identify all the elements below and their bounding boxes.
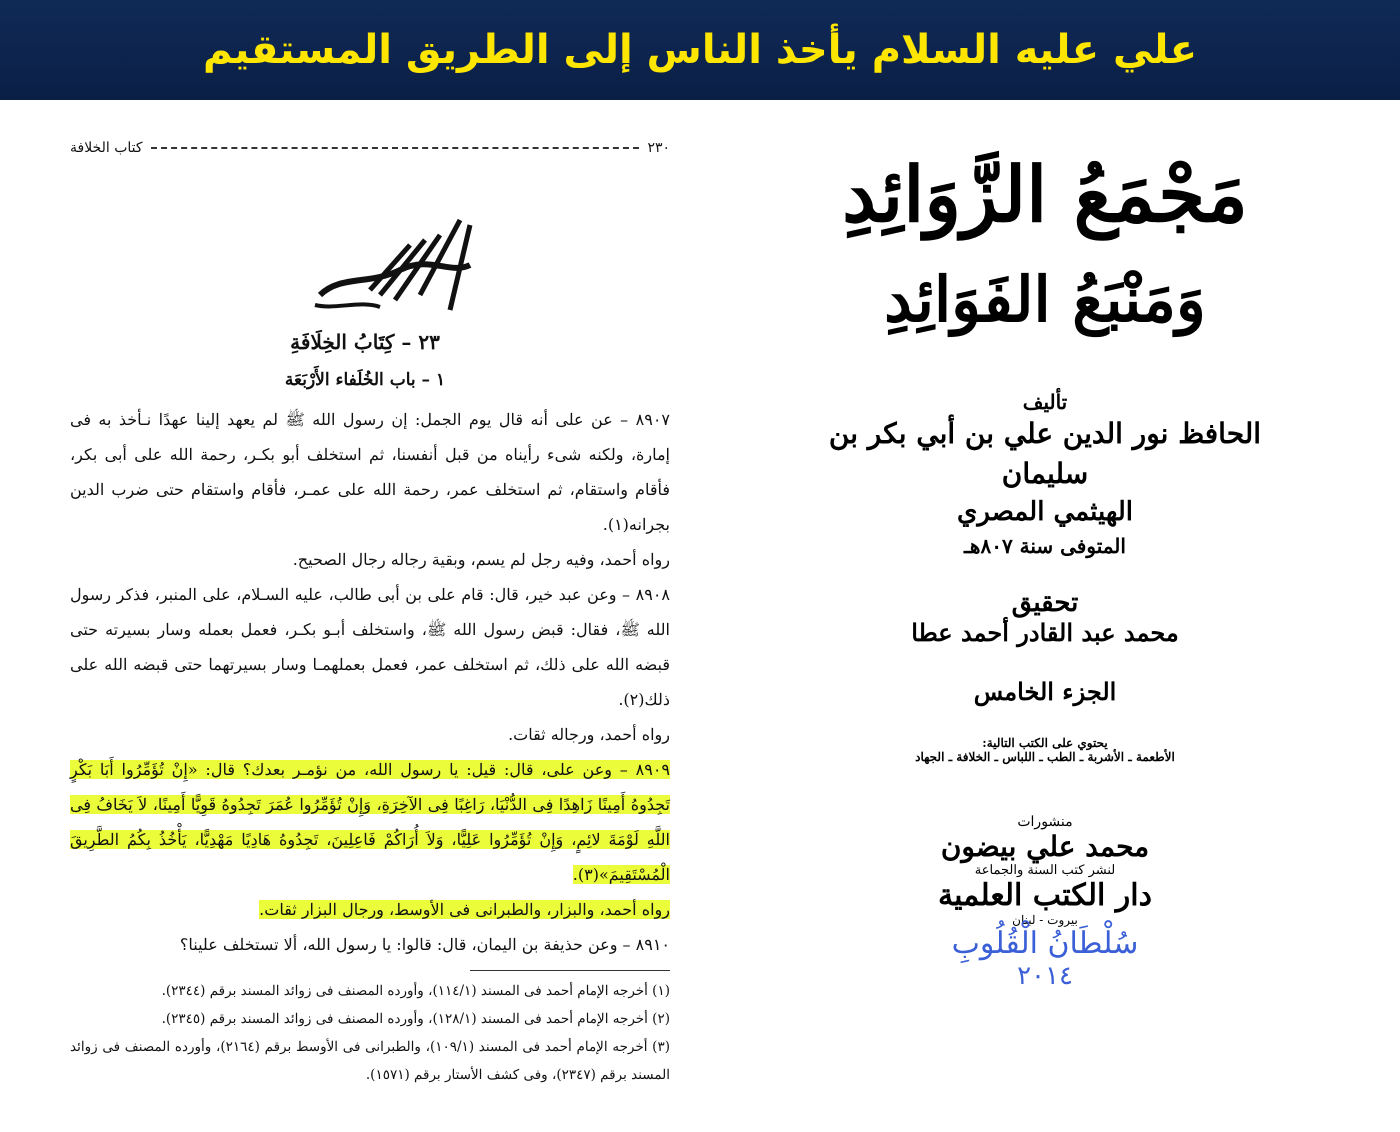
- author-line-2: الهيثمي المصري: [957, 497, 1133, 527]
- publisher-house: دار الكتب العلمية: [938, 878, 1152, 913]
- hadith-8909-highlighted: [70, 752, 670, 892]
- running-head-title: كتاب الخلافة: [70, 140, 143, 156]
- volume-label: الجزء الخامس: [973, 677, 1117, 706]
- owner-stamp: سُلْطَانُ الْقُلُوبِ: [951, 926, 1139, 961]
- footnote-divider: [470, 970, 670, 971]
- page-body: [70, 402, 670, 1089]
- title-page: [810, 110, 1280, 1120]
- left-page: [60, 130, 670, 1120]
- footnote-3: (٣) أخرجه الإمام أحمد فى المسند (١٠٩/١)، والطبرانى فى الأوسط برقم (٢١٦٤)، وأورده المصنف فى زوائد المسند برقم (٢٣٤٧)، وفى كشف الأستار برقم (١٥٧١).: [70, 1039, 670, 1083]
- publisher-city: بيروت - لبنان: [1012, 913, 1078, 927]
- header-banner: [0, 0, 1400, 100]
- author-line-1: الحافظ نور الدين علي بن أبي بكر بن سليمان: [828, 417, 1262, 490]
- editor-name: محمد عبد القادر أحمد عطا: [911, 618, 1179, 647]
- banner-title: علي عليه السلام يأخذ الناس إلى الطريق المستقيم: [202, 27, 1198, 73]
- narration-8908: رواه أحمد، ورجاله ثقات.: [508, 725, 670, 744]
- highlight-narration-text: رواه أحمد، والبزار، والطبرانى فى الأوسط، ورجال البزار ثقات.: [259, 900, 670, 919]
- verification-label: تحقيق: [1011, 588, 1079, 618]
- authorship-label: تأليف: [1022, 390, 1068, 414]
- narration-8907: رواه أحمد، وفيه رجل لم يسم، وبقية رجاله رجال الصحيح.: [292, 550, 670, 569]
- publisher-label: منشورات: [1017, 814, 1073, 830]
- book-heading: ٢٣ – كِتَابُ الخِلَافَةِ: [290, 330, 440, 354]
- chapter-heading: ١ – باب الخُلَفاء الأَرْبَعَة: [284, 370, 446, 390]
- header-divider: [151, 147, 640, 149]
- publisher-tagline: لنشر كتب السنة والجماعة: [974, 863, 1116, 878]
- footnote-2: (٢) أخرجه الإمام أحمد فى المسند (١٢٨/١)، وأورده المصنف فى زوائد المسند برقم (٢٣٤٥).: [161, 1011, 670, 1027]
- contents-list: الأطعمة ـ الأشربة ـ الطب ـ اللباس ـ الخلافة ـ الجهاد: [915, 750, 1175, 764]
- highlight-hadith-text: ٨٩٠٩ – وعن على، قال: قيل: يا رسول الله، من نؤمـر بعدك؟ قال: «إِنْ تُؤَمِّرُوا أَبَا بَكْرٍ تَجِدُوهُ أَمِينًا زَاهِدًا فِى الدُّنْيَا، رَاغِبًا فِى الآخِرَةِ، وَإِنْ تُؤَمِّرُوا عُمَرَ تَجِدُوهُ قَوِيًّا أَمِينًا، لاَ يَخَافُ فِى اللَّهِ لَوْمَةَ لائِمٍ، وَإِنْ تُؤَمِّرُوا عَلِيًّا، وَلاَ أُرَاكُمْ فَاعِلِينَ، تَجِدُوهُ هَادِيًا مَهْدِيًّا، يَأْخُذُ بِكُمُ الطَّرِيقَ الْمُسْتَقِيمَ»(٣).: [70, 760, 670, 884]
- footnote-1: (١) أخرجه الإمام أحمد فى المسند (١١٤/١)، وأورده المصنف فى زوائد المسند برقم (٢٣٤٤).: [161, 983, 670, 999]
- page-number: ٢٣٠: [647, 140, 670, 156]
- hadith-8907: ٨٩٠٧ – عن على أنه قال يوم الجمل: إن رسول الله ﷺ لم يعهد إلينا عهدًا نـأخذ به فى إمارة، ولكنه شىء رأيناه من قبل أنفسنا، ثم استخلف أبو بكـر، رحمة الله على أبى بكر، فأقام واستقام، ثم استخلف عمر، رحمة الله على عمـر، فأقام واستقام حتى ضرب الدين بجرانه(١).: [70, 410, 670, 534]
- running-header: [70, 140, 670, 156]
- footnotes: [70, 977, 670, 1089]
- publisher-name: محمد علي بيضون: [940, 830, 1150, 863]
- contents-label: يحتوي على الكتب التالية:: [982, 736, 1108, 750]
- book-title-line-1: مَجْمَعُ الزَّوَائِدِ: [842, 150, 1248, 239]
- book-title-line-2: وَمَنْبَعُ الفَوَائِدِ: [884, 263, 1206, 336]
- basmala-calligraphy: [300, 215, 480, 315]
- stamp-year: ٢٠١٤: [1017, 961, 1073, 991]
- hadith-8910: ٨٩١٠ – وعن حذيفة بن اليمان، قال: قالوا: يا رسول الله، ألا تستخلف علينا؟: [179, 935, 670, 954]
- death-date: المتوفى سنة ٨٠٧هـ: [964, 534, 1126, 558]
- hadith-8908: ٨٩٠٨ – وعن عبد خير، قال: قام على بن أبى طالب، عليه السـلام، على المنبر، فذكر رسول الله ﷺ، فقال: قبض رسول الله ﷺ، واستخلف أبـو بكـر، فعمل بعمله وسار بسيرته حتى قبضه الله على ذلك، ثم استخلف عمر، فعمل بعملهمـا وسار بسيرتهما حتى قبضه الله على ذلك(٢).: [70, 585, 670, 709]
- narration-8909-highlighted: [70, 892, 670, 927]
